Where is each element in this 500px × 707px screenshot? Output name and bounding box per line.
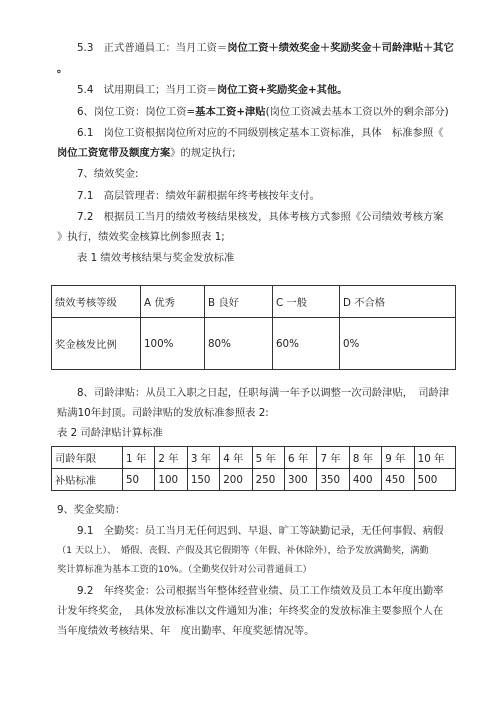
table2-cell: 150 (187, 469, 219, 491)
clause-8-cont: 贴满10年封顶。司龄津贴的发放标准参照表 2: (57, 407, 269, 419)
table2-cell: 500 (414, 469, 455, 491)
table2-header-cell: 6 年 (285, 447, 317, 469)
table2-cell: 250 (252, 469, 284, 491)
table1-header-cell: D 不合格 (340, 286, 456, 318)
table1-cell: 奖金核发比例 (52, 318, 141, 370)
clause-6-1: 6.1 岗位工资根据岗位所对应的不同级别核定基本工资标准，具体 标准参照《 (77, 127, 444, 139)
clause-5-4 (77, 83, 347, 97)
table2-header-cell: 1 年 (123, 447, 155, 469)
clause-7-2-cont: 》执行，绩效奖金核算比例参照表 1; (57, 231, 225, 243)
clause-9-2: 9.2 年终奖金：公司根据当年整体经营业绩、员工工作绩效及员工本年度出勤率 (77, 585, 444, 597)
table2-data-row (52, 469, 456, 491)
table2-cell: 200 (220, 469, 252, 491)
table2-header-cell: 9 年 (382, 447, 414, 469)
table2-cell: 50 (123, 469, 155, 491)
clause-6-text: 6、岗位工资：岗位工资= (77, 106, 196, 118)
clause-6-1-cont (57, 146, 236, 160)
table2-header-row (52, 447, 456, 469)
clause-6-1-end: 》的规定执行; (170, 147, 236, 159)
clause-5-3-formula: 岗位工资＋绩效奖金＋奖励奖金＋司龄津贴＋其它 (227, 42, 454, 54)
clause-7-2: 7.2 根据员工当月的绩效考核结果核发，具体考核方式参照《公司绩效考核方案 (77, 211, 444, 223)
clause-7: 7、绩效奖金: (77, 168, 139, 180)
table1-header-cell: C 一般 (273, 286, 340, 318)
table1-data-row (52, 318, 456, 370)
table1-cell: 80% (205, 318, 273, 370)
clause-8: 8、司龄津贴：从员工入职之日起，任职每满一年予以调整一次司龄津贴， 司龄津 (77, 387, 450, 399)
table1-caption: 表 1 绩效考核结果与奖金发放标准 (77, 252, 235, 264)
table1-cell: 100% (141, 318, 205, 370)
table-seniority-allowance (51, 446, 456, 491)
clause-9-1: 9.1 全勤奖：员工当月无任何迟到、早退、旷工等缺勤记录，无任何事假、病假 (77, 525, 444, 537)
table2-cell: 补贴标准 (52, 469, 123, 491)
table1-cell: 60% (273, 318, 340, 370)
clause-5-4-formula: 岗位工资+奖励奖金+其他。 (216, 84, 348, 96)
table2-cell: 300 (285, 469, 317, 491)
clause-9: 9、奖金奖励： (57, 504, 126, 516)
table2-header-cell: 3 年 (187, 447, 219, 469)
clause-6 (77, 105, 449, 119)
table2-header-cell: 7 年 (317, 447, 349, 469)
table1-header-row (52, 286, 456, 318)
clause-7-1: 7.1 高层管理者：绩效年薪根据年终考核按年支付。 (77, 190, 320, 202)
clause-9-1-end: 奖计算标准为基本工资的10%。（全勤奖仅针对公司普通員工） (57, 564, 312, 575)
table2-caption: 表 2 司龄津贴计算标准 (57, 427, 163, 439)
table1-cell: 0% (340, 318, 456, 370)
table2-header-cell: 5 年 (252, 447, 284, 469)
table2-cell: 400 (349, 469, 381, 491)
table2-header-cell: 4 年 (220, 447, 252, 469)
clause-6-formula: 基本工资+津贴 (195, 106, 266, 118)
table2-header-cell: 8 年 (349, 447, 381, 469)
clause-5-4-text: 5.4 试用期員工；当月工资＝ (77, 84, 217, 96)
table-performance-bonus (51, 285, 456, 370)
clause-6-note: (岗位工资减去基本工资以外的剩余部分) (265, 106, 449, 118)
table2-header-cell: 10 年 (414, 447, 455, 469)
table2-cell: 100 (155, 469, 187, 491)
clause-5-3 (77, 41, 454, 55)
clause-9-2-cont: 计发年终奖金， 具体发放标准以文件通知为准；年终奖金的发放标准主要参照个人在 (57, 605, 444, 617)
clause-9-1-cont: （1 天以上）、 婚假、丧假、产假及其它假期等（年假、补休除外），给予发放满勤奖，满勤 (57, 545, 429, 556)
table1-header-cell: 绩效考核等级 (52, 286, 141, 318)
table2-header-cell: 司龄年限 (52, 447, 123, 469)
salary-band-plan-ref: 岗位工资宽带及额度方案 (57, 147, 171, 159)
table1-header-cell: A 优秀 (141, 286, 205, 318)
table2-header-cell: 2 年 (155, 447, 187, 469)
table2-cell: 350 (317, 469, 349, 491)
clause-5-3-text: 5.3 正式普通員工：当月工资＝ (77, 42, 228, 54)
clause-5-3-end: 。 (57, 63, 68, 75)
table1-header-cell: B 良好 (205, 286, 273, 318)
clause-9-2-end: 当年度绩效考核结果、年 度出勤率、年度奖惩情况等。 (57, 625, 315, 637)
table2-cell: 450 (382, 469, 414, 491)
